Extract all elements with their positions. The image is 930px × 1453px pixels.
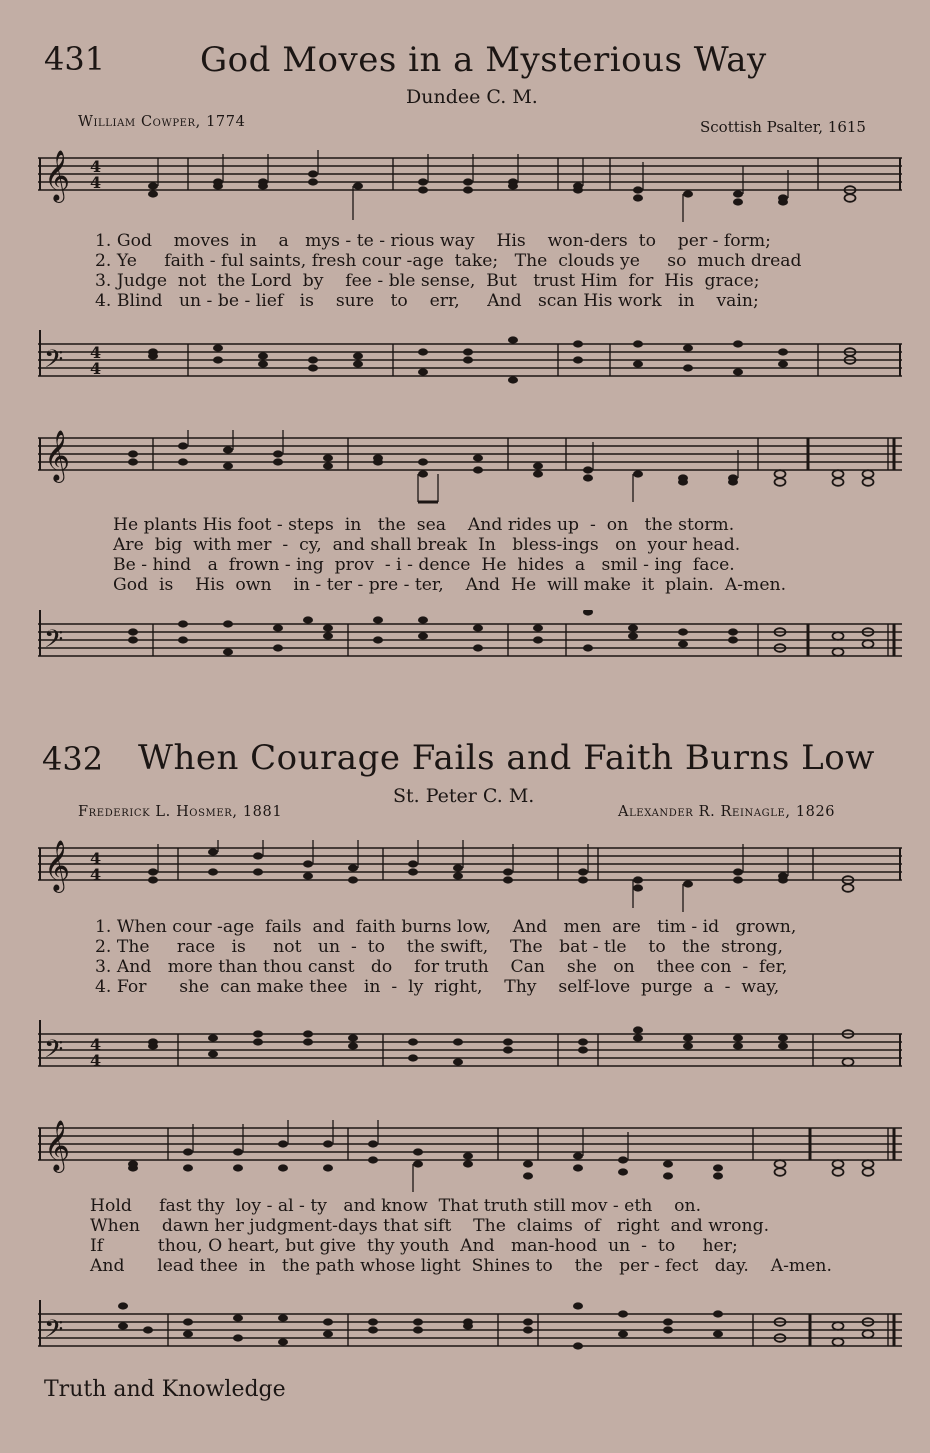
verse-3: Be - hind a frown - ing prov - i - dence He hides a smil - ing face. [113, 555, 735, 575]
treble-staff [38, 150, 902, 226]
section-footer: Truth and Knowledge [44, 1377, 286, 1402]
verses-432-line-1 [95, 917, 796, 997]
svg-text:𝄞: 𝄞 [44, 430, 71, 481]
hymn-title: When Courage Fails and Faith Burns Low [138, 738, 875, 778]
verse-3: 3. Judge not the Lord by fee - ble sense, But trust Him for His grace; [95, 271, 760, 291]
verse-2: When dawn her judgment-days that sift The claims of right and wrong. [90, 1216, 770, 1236]
verse-4: And lead thee in the path whose light Shines to the per - fect day. A-men. [90, 1256, 832, 1276]
svg-text:4: 4 [90, 157, 102, 176]
composer-credit: Alexander R. Reinagle, 1826 [618, 804, 836, 820]
verse-2: 2. Ye faith - ful saints, fresh cour -age take; The clouds ye so much dread [95, 251, 802, 271]
bass-staff [38, 1020, 902, 1090]
treble-staff [38, 840, 902, 916]
verse-1: He plants His foot - steps in the sea And rides up - on the storm. [113, 515, 735, 535]
svg-text:𝄢: 𝄢 [44, 1315, 64, 1350]
verses-431-line-2 [113, 515, 786, 595]
verse-4: God is His own in - ter - pre - ter, And He will make it plain. A-men. [113, 575, 787, 595]
verse-4: 4. Blind un - be - lief is sure to err, And scan His work in vain; [95, 291, 759, 311]
bass-staff [38, 610, 902, 690]
tune-name: St. Peter C. M. [393, 785, 535, 807]
verse-1: 1. When cour -age fails and faith burns low, And men are tim - id grown, [95, 917, 797, 937]
svg-text:𝄢: 𝄢 [44, 345, 64, 380]
composer-credit: Scottish Psalter, 1615 [700, 118, 866, 136]
verses-431-line-1 [95, 231, 802, 311]
svg-text:𝄢: 𝄢 [44, 1035, 64, 1070]
svg-text:𝄞: 𝄞 [44, 840, 71, 891]
verses-432-line-2 [90, 1196, 832, 1276]
svg-text:𝄞: 𝄞 [44, 1120, 71, 1171]
verse-1: 1. God moves in a mys - te - rious way His won-ders to per - form; [95, 231, 771, 251]
verse-1: Hold fast thy loy - al - ty and know That truth still mov - eth on. [90, 1196, 702, 1216]
author-credit: Frederick L. Hosmer, 1881 [78, 804, 283, 820]
bass-staff [38, 330, 902, 400]
svg-text:𝄢: 𝄢 [44, 625, 64, 660]
svg-text:4: 4 [90, 849, 102, 868]
svg-text:𝄞: 𝄞 [44, 150, 71, 201]
tune-name: Dundee C. M. [406, 86, 538, 108]
hymn-number: 432 [42, 740, 104, 778]
verse-2: Are big with mer - cy, and shall break In bless-ings on your head. [113, 535, 741, 555]
hymn-title: God Moves in a Mysterious Way [200, 40, 767, 80]
hymn-number: 431 [44, 40, 106, 78]
verse-3: If thou, O heart, but give thy youth And man-hood un - to her; [90, 1236, 738, 1256]
verse-3: 3. And more than thou canst do for truth Can she on thee con - fer, [95, 957, 788, 977]
verse-2: 2. The race is not un - to the swift, The bat - tle to the strong, [95, 937, 783, 957]
svg-text:4: 4 [90, 865, 102, 884]
svg-text:4: 4 [90, 1051, 102, 1070]
svg-text:4: 4 [90, 359, 102, 378]
svg-text:4: 4 [90, 1035, 102, 1054]
verse-4: 4. For she can make thee in - ly right, Thy self-love purge a - way, [95, 977, 780, 997]
treble-staff [38, 1120, 902, 1196]
svg-text:4: 4 [90, 343, 102, 362]
svg-text:4: 4 [90, 173, 102, 192]
treble-staff [38, 430, 902, 506]
author-credit: William Cowper, 1774 [78, 114, 246, 130]
bass-staff [38, 1300, 902, 1376]
